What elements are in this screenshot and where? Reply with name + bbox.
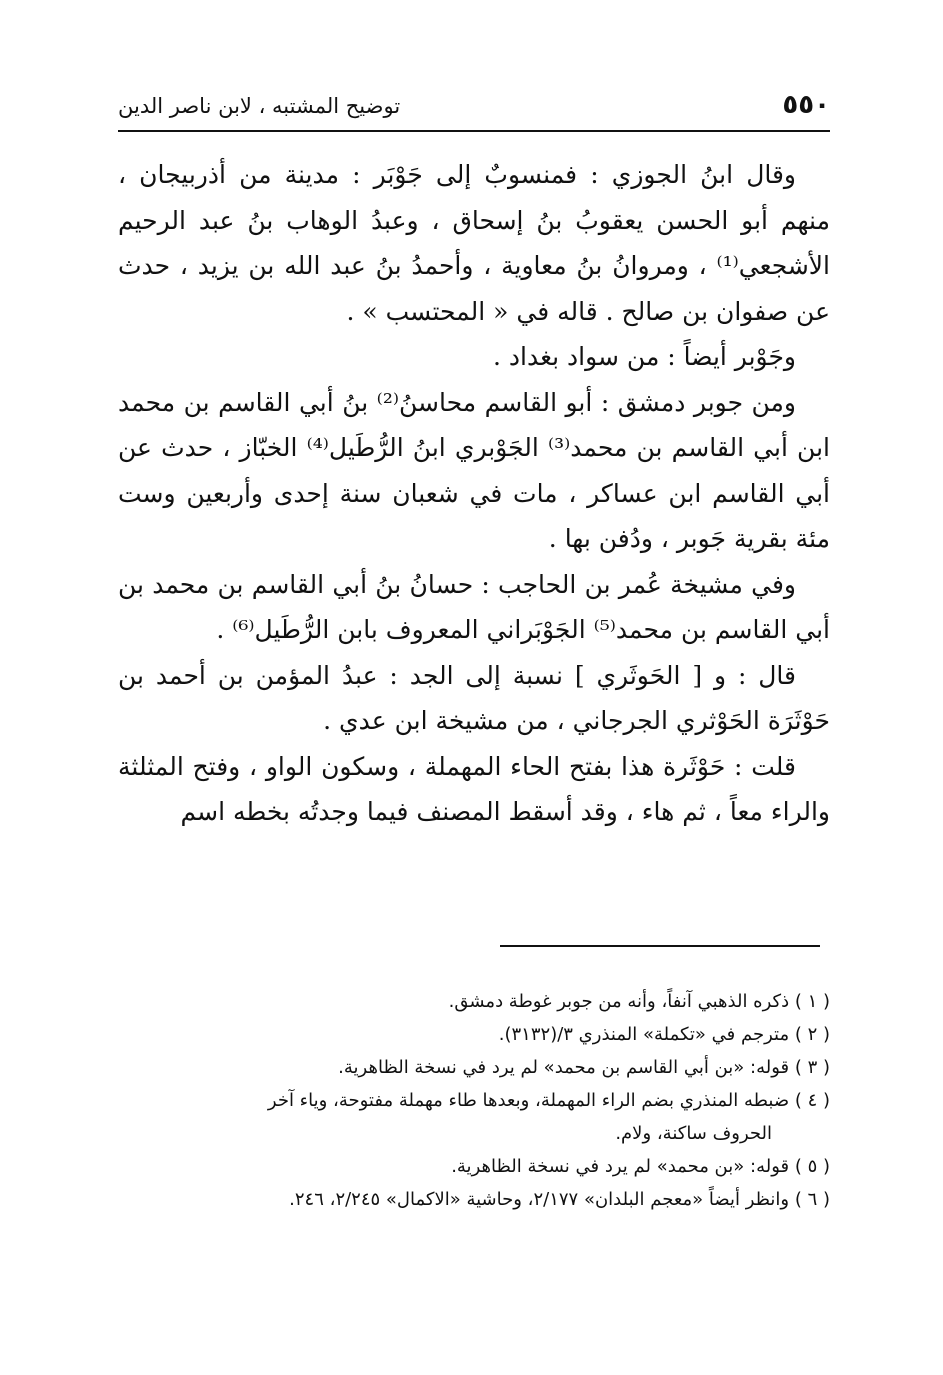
paragraph-5: قال : و [ الحَوثَري ] نسبة إلى الجد : عبدُ المؤمن بن أحمد بن حَوْثَرَة الحَوْثري الجرجاني ، من مشيخة ابن عدي . <box>118 660 830 735</box>
page-number: ٥٥٠ <box>782 90 830 120</box>
footnote-2: ( ٢ ) مترجم في «تكملة» المنذري ٣/(٣١٣٢). <box>498 1024 830 1045</box>
running-title: توضيح المشتبه ، لابن ناصر الدين <box>118 94 401 118</box>
paragraph-6: قلت : حَوْثَرة هذا بفتح الحاء المهملة ، وسكون الواو ، وفتح المثلثة والراء معاً ، ثم هاء ، وقد أسقط المصنف فيما وجدتُه بخطه اسم <box>118 751 830 826</box>
footnote-divider <box>500 945 820 947</box>
paragraph-2: وجَوْبر أيضاً : من سواد بغداد . <box>492 342 796 371</box>
footnote-6: ( ٦ ) وانظر أيضاً «معجم البلدان» ٢/١٧٧، وحاشية «الاكمال» ٢/٢٤٥، ٢٤٦. <box>289 1189 830 1210</box>
header-divider <box>118 130 830 132</box>
footnote-4-continued: الحروف ساكنة، ولام. <box>615 1123 772 1144</box>
paragraph-1: وقال ابنُ الجوزي : فمنسوبٌ إلى جَوْبَر : مدينة من أذربيجان ، منهم أبو الحسن يعقوبُ بنُ إسحاق ، وعبدُ الوهاب بنُ عبد الرحيم الأشجعي⁽¹⁾ ، ومروانُ بنُ معاوية ، وأحمدُ بنُ عبد الله بن يزيد ، حدث عن صفوان بن صالح . قاله في « المحتسب » . <box>118 160 830 326</box>
paragraph-3: ومن جوبر دمشق : أبو القاسم محاسنُ⁽²⁾ بنُ أبي القاسم بن محمد ابن أبي القاسم بن محمد⁽³⁾ الجَوْبري ابنُ الرُّطَيل⁽⁴⁾ الخبّاز ، حدث عن أبي القاسم ابن عساكر ، مات في شعبان سنة إحدى وأربعين وست مئة بقرية جَوبر ، ودُفن بها . <box>118 387 830 553</box>
footnotes <box>118 985 830 1216</box>
main-text <box>118 152 830 835</box>
page-header <box>118 88 830 128</box>
footnote-4: ( ٤ ) ضبطه المنذري بضم الراء المهملة، وبعدها طاء مهملة مفتوحة، وياء آخر <box>267 1090 830 1111</box>
footnote-3: ( ٣ ) قوله: «بن أبي القاسم بن محمد» لم يرد في نسخة الظاهرية. <box>338 1057 830 1078</box>
footnote-1: ( ١ ) ذكره الذهبي آنفاً، وأنه من جوبر غوطة دمشق. <box>448 991 830 1012</box>
paragraph-4: وفي مشيخة عُمر بن الحاجب : حسانُ بنُ أبي القاسم بن محمد بن أبي القاسم بن محمد⁽⁵⁾ الجَوْبَراني المعروف بابن الرُّطَيل⁽⁶⁾ . <box>118 569 830 644</box>
footnote-5: ( ٥ ) قوله: «بن محمد» لم يرد في نسخة الظاهرية. <box>451 1156 830 1177</box>
